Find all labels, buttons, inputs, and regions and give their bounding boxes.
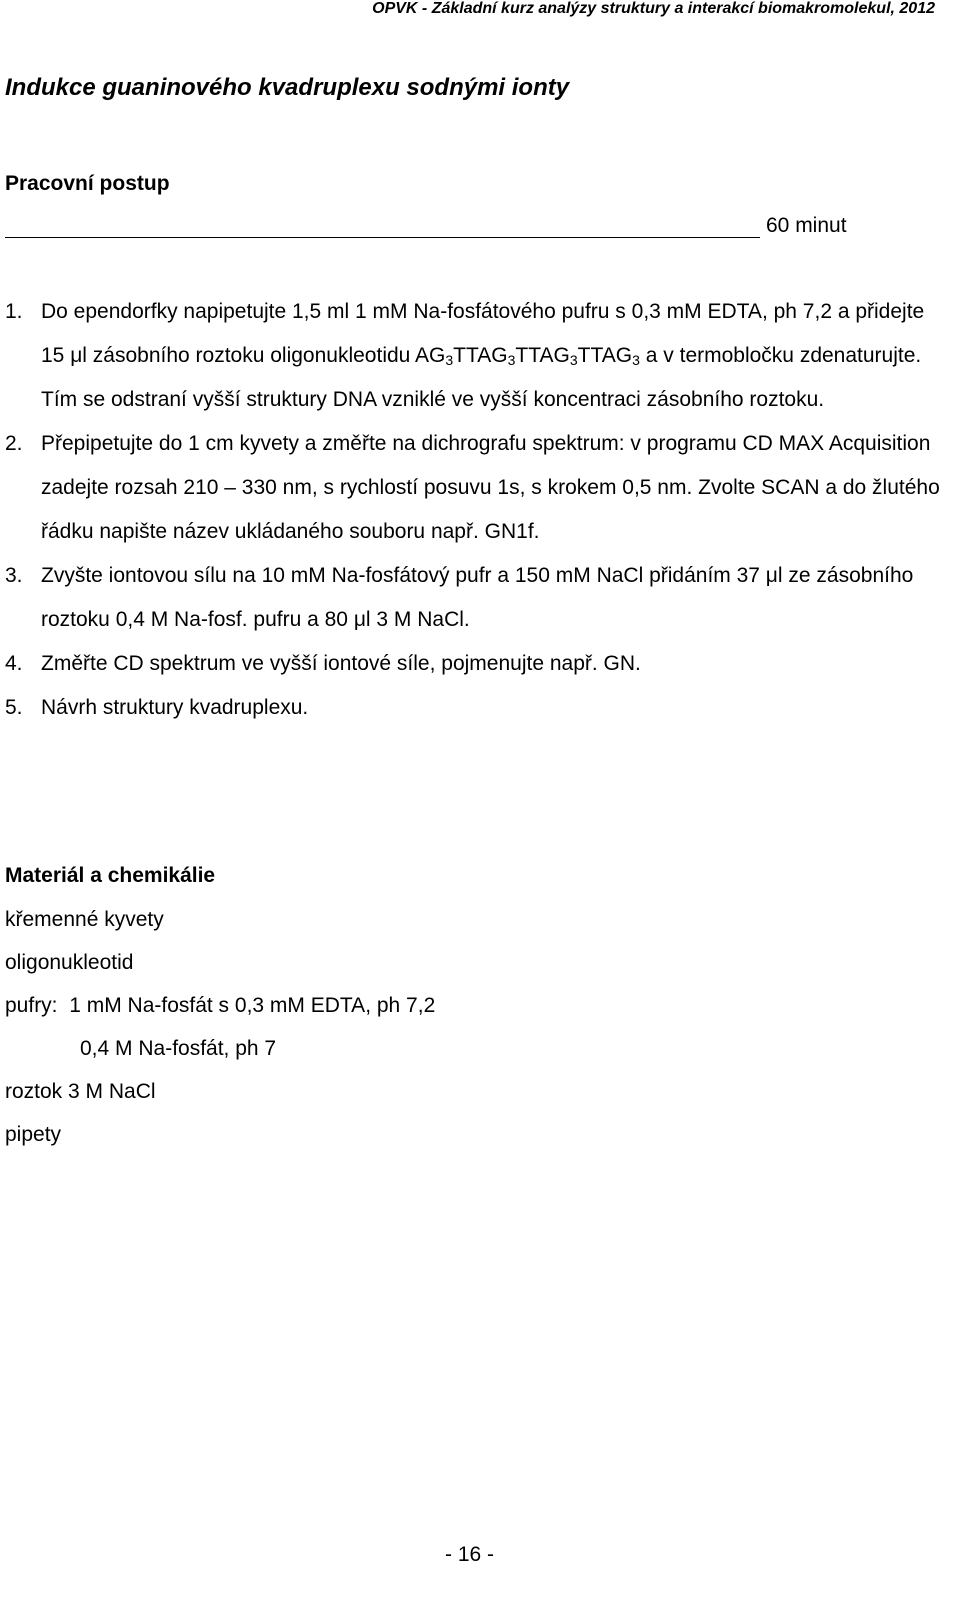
material-item: pipety: [5, 1123, 62, 1146]
material-item: pufry: 1 mM Na-fosfát s 0,3 mM EDTA, ph 7,2: [5, 994, 436, 1017]
duration-row: [5, 214, 847, 238]
step-1: [5, 290, 945, 422]
page-number: - 16 -: [445, 1543, 495, 1566]
step-text: Do ependorfky napipetujte 1,5 ml 1 mM Na-fosfátového pufru s 0,3 mM EDTA, ph 7,2 a přidejte 15 μl zásobního roztoku oligonukleotidu $AG_3TTAG_3TTAG_3TTAG_3$ a v termobločku zdenaturujte. Tím se odstraní vyšší struktury DNA vzniklé ve vyšší koncentraci zásobního roztoku.: [41, 300, 925, 411]
step-2: [5, 422, 945, 554]
procedure-steps: [5, 290, 945, 730]
duration-rule: [5, 237, 760, 238]
materials-heading: Materiál a chemikálie: [5, 864, 216, 887]
step-text: Přepipetujte do 1 cm kyvety a změřte na dichrografu spektrum: v programu CD MAX Acquisition zadejte rozsah 210 – 330 nm, s rychlostí posuvu 1s, s krokem 0,5 nm. Zvolte SCAN a do žlutého řádku napište název ukládaného souboru např. GN1f.: [41, 432, 940, 543]
step-text: Změřte CD spektrum ve vyšší iontové síle, pojmenujte např. GN.: [41, 652, 641, 675]
document-title: Indukce guaninového kvadruplexu sodnými ionty: [5, 74, 570, 101]
material-item: oligonukleotid: [5, 951, 134, 974]
step-5: [5, 686, 945, 730]
step-number: 4.: [5, 652, 23, 675]
running-header: OPVK - Základní kurz analýzy struktury a interakcí biomakromolekul, 2012: [372, 0, 935, 17]
step-number: 1.: [5, 300, 23, 323]
step-text: Návrh struktury kvadruplexu.: [41, 696, 309, 719]
duration-text: 60 minut: [766, 214, 847, 237]
step-number: 2.: [5, 432, 23, 455]
procedure-heading: Pracovní postup: [5, 172, 170, 195]
step-text: Zvyšte iontovou sílu na 10 mM Na-fosfátový pufr a 150 mM NaCl přidáním 37 μl ze zásobního roztoku 0,4 M Na-fosf. pufru a 80 μl 3 M NaCl.: [41, 564, 914, 631]
step-number: 5.: [5, 696, 23, 719]
step-3: [5, 554, 945, 642]
material-item: křemenné kyvety: [5, 908, 164, 931]
material-item: roztok 3 M NaCl: [5, 1080, 156, 1103]
step-number: 3.: [5, 564, 23, 587]
material-item: 0,4 M Na-fosfát, ph 7: [80, 1037, 277, 1060]
step-4: [5, 642, 945, 686]
